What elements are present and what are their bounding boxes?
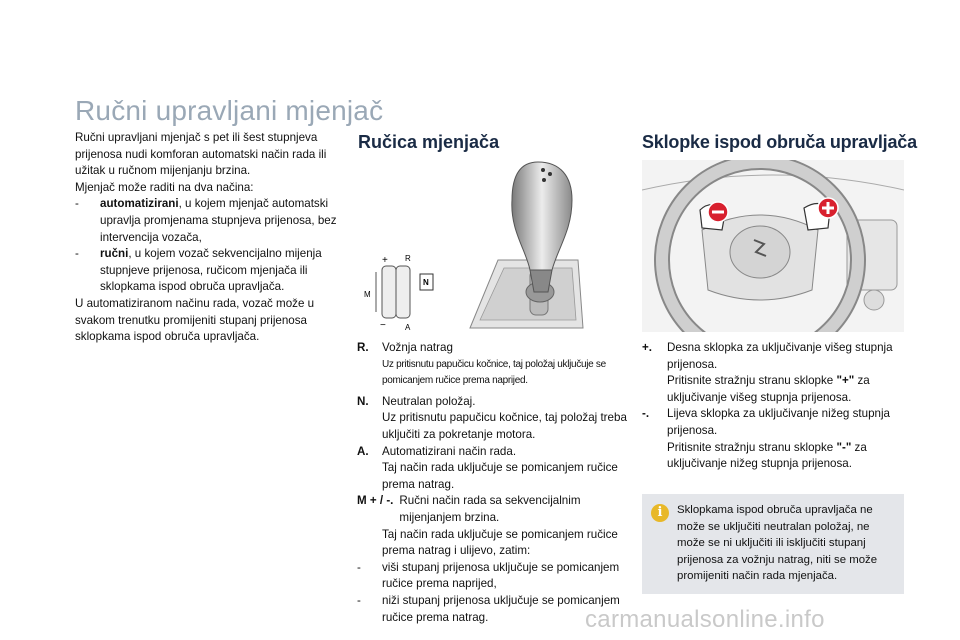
intro-paragraph: Ručni upravljani mjenjač s pet ili šest stupnjeva prijenosa nudi komforan automatski način rada ili užitak u ručnom mijenjanju brzina.: [75, 131, 327, 178]
info-box: [642, 494, 904, 594]
note-icon: [357, 460, 382, 493]
note-icon: [357, 357, 382, 390]
gate-label-plus: +: [382, 255, 388, 266]
paddles-heading: Sklopke ispod obruča upravljača: [642, 132, 917, 152]
lever-description: R. Vožnja natrag Uz pritisnutu papučicu kočnice, taj položaj uključuje se pomicanjem ručice prema naprijed. N. Neutralan položaj. Uz pritisnutu papučicu kočnice, taj položaj treba uključiti za pokretanje motora. A. Automatizirani način rada. Taj način rada uključuje se pomicanjem ručice prema natrag. M + / -. Ručni način rada sa sekvencijalnim mijenjanjem brzina. Taj način rada uključuje se pomicanjem ručice prema natrag i ulijevo, zatim: - viši stupanj prijenosa uključuje se pomicanjem ručice prema naprijed, - niži stupanj prijenosa uključuje se pomicanjem ručice prema natrag.: [357, 340, 632, 626]
info-icon: i: [651, 504, 669, 522]
gate-diagram: [362, 252, 442, 332]
intro-section: [75, 130, 345, 346]
gate-label-m: M: [364, 290, 371, 299]
list-item: - ručni, u kojem vozač sekvencijalno mijenja stupnjeve prijenosa, ručicom mjenjača ili sklopkama ispod obruča upravljača.: [75, 247, 322, 294]
page-title: Ručni upravljani mjenjač: [75, 95, 384, 126]
intro-modes: Mjenjač može raditi na dva načina:: [75, 180, 254, 194]
watermark: carmanualsonline.info: [585, 606, 825, 633]
gate-label-a: A: [405, 323, 411, 332]
intro-automatic: U automatiziranom načinu rada, vozač može u svakom trenutku promijeniti stupanj prijenosa sklopkama ispod obruča upravljača.: [75, 296, 315, 344]
gate-label-r: R: [405, 254, 411, 263]
list-item: - niži stupanj prijenosa uključuje se pomicanjem ručice prema natrag.: [357, 593, 620, 624]
note-icon: [642, 373, 667, 406]
info-text: Sklopkama ispod obruča upravljača ne može se uključiti neutralan položaj, ne može se ni uključiti ili isključiti stupanj prijenosa za vožnju natrag, niti se može promijeniti način rada mjenjača.: [677, 504, 878, 583]
note-icon: [357, 527, 382, 560]
note-icon: [642, 440, 667, 473]
gate-label-n: N: [423, 278, 429, 287]
lever-heading: Ručica mjenjača: [358, 132, 500, 152]
paddles-description: +. Desna sklopka za uključivanje višeg stupnja prijenosa. Pritisnite stražnju stranu sklopke "+" za uključivanje višeg stupnja prijenosa. -. Lijeva sklopka za uključivanje nižeg stupnja prijenosa. Pritisnite stražnju stranu sklopke "-" za uključivanje nižeg stupnja prijenosa.: [642, 340, 907, 473]
gear-lever-illustration: [468, 160, 588, 330]
list-item: - viši stupanj prijenosa uključuje se pomicanjem ručice prema naprijed,: [357, 560, 620, 591]
note-icon: [357, 410, 382, 443]
steering-wheel-illustration: [642, 160, 904, 332]
gate-label-minus: −: [380, 320, 386, 331]
list-item: - automatizirani, u kojem mjenjač automatski upravlja promjenama stupnjeva prijenosa, bez intervencija vozača,: [75, 197, 337, 244]
